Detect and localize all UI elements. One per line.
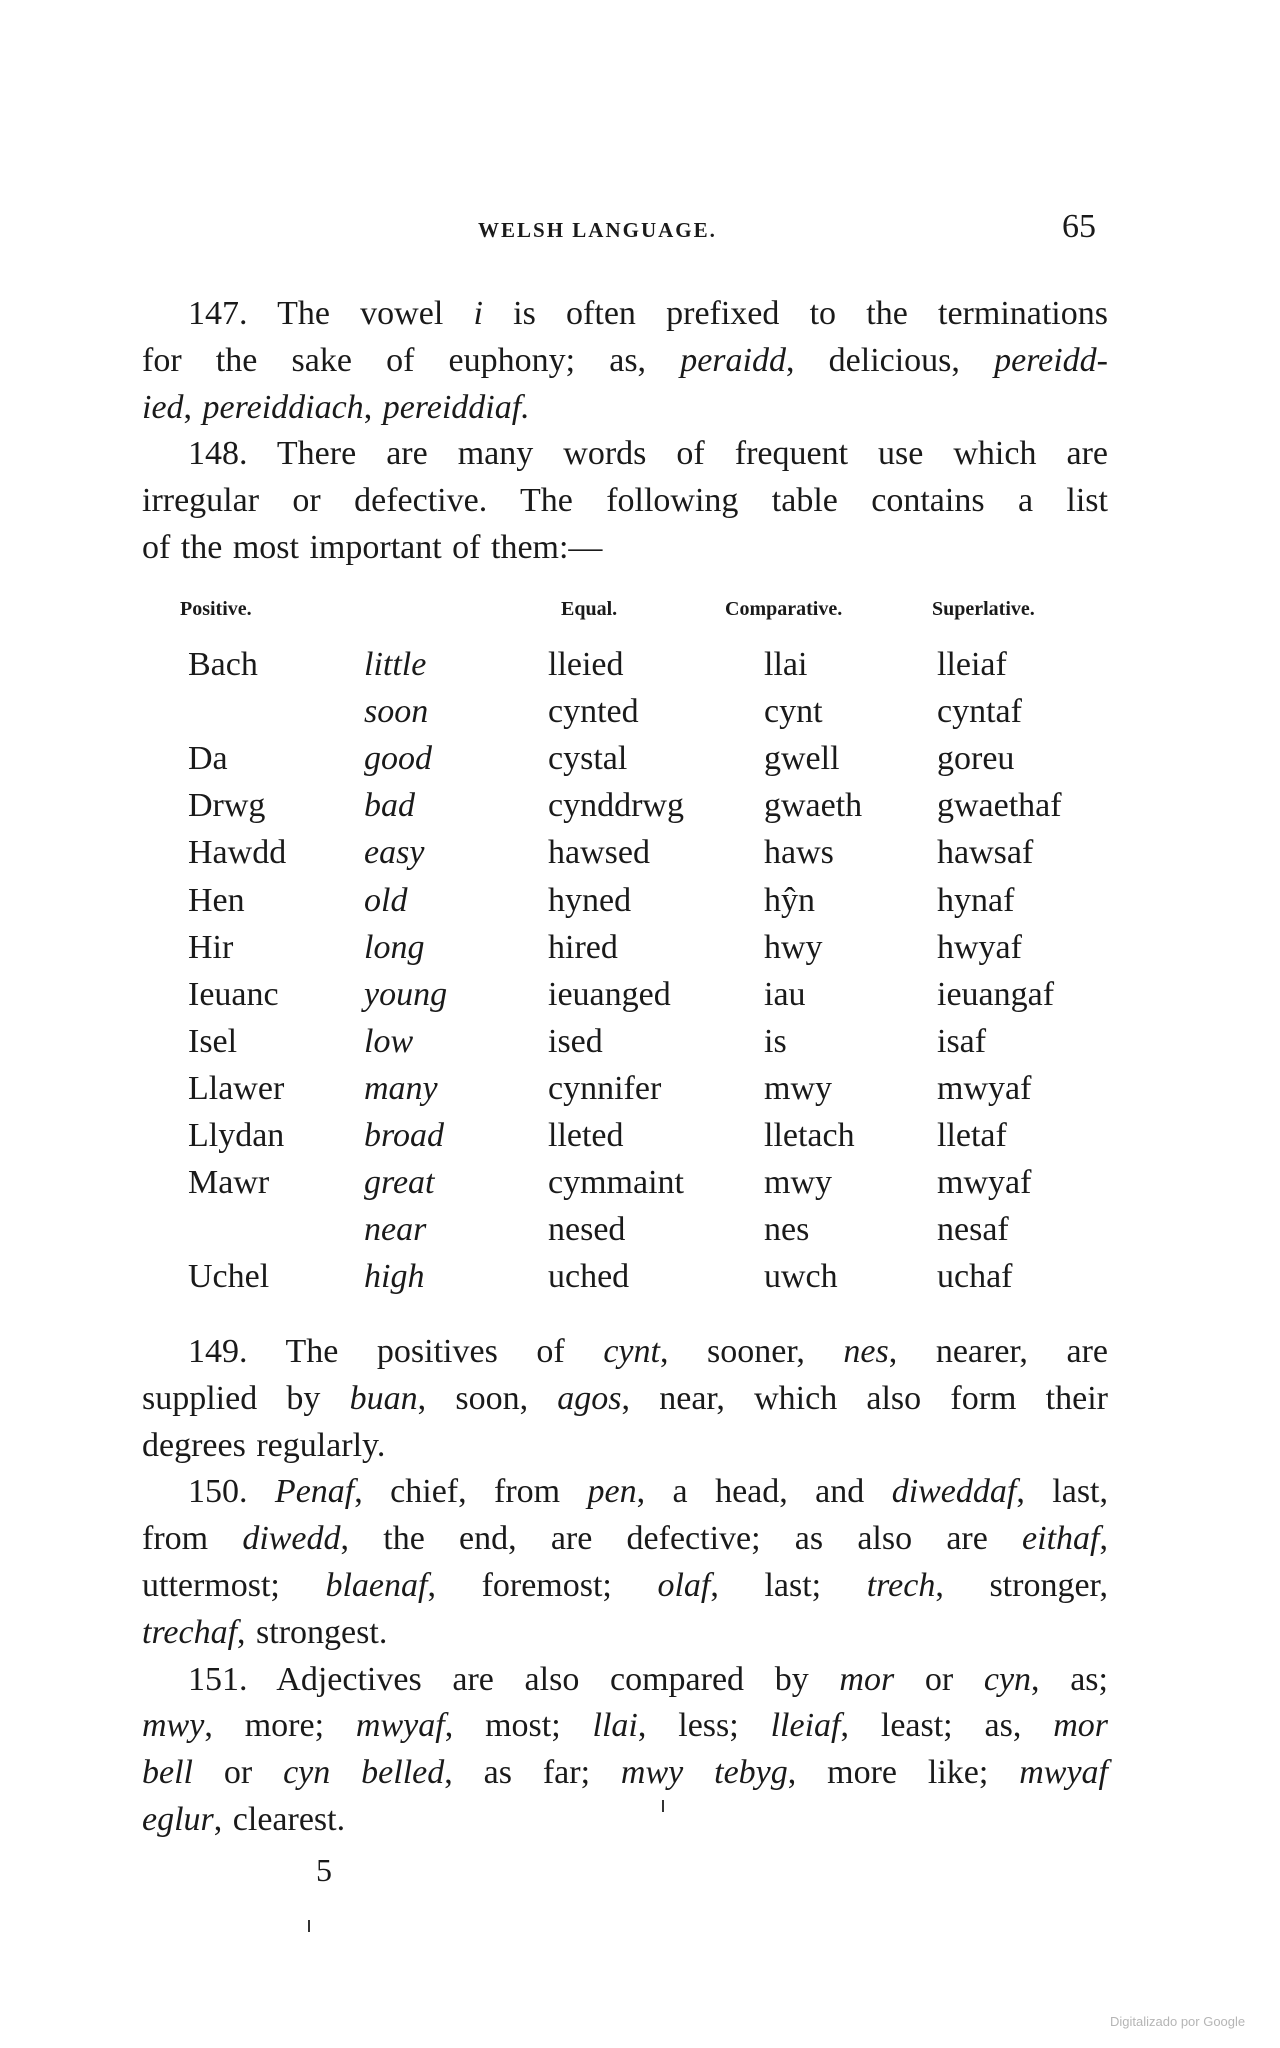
meaning-cell: young <box>364 975 448 1013</box>
text-run: , <box>363 388 383 426</box>
italic-term: i <box>473 295 483 332</box>
italic-term: mor <box>839 1660 895 1698</box>
paragraph-line <box>142 1424 1108 1468</box>
column-header: Superlative. <box>932 598 1035 620</box>
italic-term: trech <box>866 1567 936 1604</box>
positive-cell: Hen <box>188 881 245 919</box>
column-header: Positive. <box>180 598 252 620</box>
superlative-cell: cyntaf <box>937 693 1022 731</box>
italic-term: ied <box>142 388 184 426</box>
text-run: 148. There are many words of frequent use which are <box>188 435 1108 473</box>
italic-term: lleiaf <box>770 1707 841 1745</box>
ink-speck <box>308 1920 310 1932</box>
superlative-cell: hawsaf <box>937 834 1034 872</box>
comparative-cell: haws <box>764 834 834 872</box>
text-run: , a head, and <box>636 1473 892 1511</box>
equal-cell: nesed <box>548 1211 626 1249</box>
signature-mark: 5 <box>316 1852 332 1888</box>
text-run: , as; <box>1031 1660 1108 1698</box>
paragraph-line <box>142 1564 1108 1608</box>
positive-cell: Hir <box>188 928 234 966</box>
positive-cell: Uchel <box>188 1258 270 1296</box>
text-run: , <box>1099 1520 1108 1558</box>
text-run: , nearer, are <box>888 1333 1108 1370</box>
page-number: 65 <box>1062 208 1096 245</box>
text-run: , more; <box>204 1707 356 1745</box>
italic-term: llai <box>592 1707 638 1745</box>
comparative-cell: lletach <box>764 1117 855 1154</box>
text-run: , less; <box>637 1707 771 1745</box>
paragraph-line <box>142 1611 1108 1655</box>
italic-term: diweddaf <box>891 1473 1017 1511</box>
paragraph-line <box>142 1751 1108 1795</box>
italic-term: buan <box>349 1379 418 1417</box>
paragraph-line <box>188 1470 1108 1514</box>
comparative-cell: hwy <box>764 928 823 966</box>
superlative-cell: lleiaf <box>937 646 1007 683</box>
paragraph-line <box>142 1377 1108 1421</box>
superlative-cell: uchaf <box>937 1258 1013 1296</box>
meaning-cell: little <box>364 646 427 683</box>
meaning-cell: broad <box>364 1117 444 1154</box>
paragraph-line <box>142 479 1108 523</box>
italic-term: mwyaf <box>355 1707 445 1745</box>
comparative-cell: gwell <box>764 740 840 778</box>
italic-term: mwyaf <box>1019 1754 1108 1792</box>
italic-term: nes <box>843 1333 889 1370</box>
paragraph-line <box>142 386 1108 430</box>
text-run: or <box>894 1660 984 1698</box>
comparative-cell: mwy <box>764 1164 832 1202</box>
comparative-cell: cynt <box>764 693 823 731</box>
paragraph-line <box>142 1798 1108 1842</box>
paragraph-line <box>188 432 1108 476</box>
text-run: , more like; <box>787 1754 1020 1792</box>
equal-cell: ised <box>548 1022 603 1060</box>
text-run: from <box>142 1520 243 1558</box>
text-run: , as far; <box>444 1754 621 1792</box>
meaning-cell: easy <box>364 834 425 872</box>
paragraph-line <box>142 339 1108 383</box>
superlative-cell: ieuangaf <box>937 975 1055 1013</box>
equal-cell: hyned <box>548 881 632 919</box>
meaning-cell: many <box>364 1069 438 1107</box>
paragraph-line <box>188 1330 1108 1374</box>
italic-term: trechaf <box>142 1613 238 1651</box>
italic-term: pereidd- <box>994 341 1108 379</box>
text-run: 147. The vowel <box>188 295 474 332</box>
equal-cell: hawsed <box>548 834 650 872</box>
positive-cell: Da <box>188 740 228 778</box>
equal-cell: cymmaint <box>548 1164 684 1202</box>
comparative-cell: uwch <box>764 1258 838 1296</box>
text-run: , near, which also form their <box>621 1379 1108 1417</box>
italic-term: blaenaf <box>325 1567 428 1604</box>
italic-term: cynt <box>603 1333 660 1370</box>
comparative-cell: mwy <box>764 1069 832 1107</box>
italic-term: mwy tebyg <box>620 1754 788 1792</box>
column-header: Equal. <box>561 598 618 620</box>
positive-cell: Bach <box>188 646 258 683</box>
positive-cell: Isel <box>188 1022 238 1060</box>
comparative-cell: gwaeth <box>764 787 863 825</box>
equal-cell: lleied <box>548 646 624 683</box>
italic-term: cyn <box>983 1660 1032 1698</box>
meaning-cell: high <box>364 1258 425 1296</box>
superlative-cell: hwyaf <box>937 928 1022 966</box>
meaning-cell: soon <box>364 693 429 731</box>
text-run: 151. Adjectives are also compared by <box>188 1660 840 1698</box>
meaning-cell: near <box>364 1211 427 1249</box>
paragraph-line <box>142 1517 1108 1561</box>
text-run: , the end, are defective; as also are <box>340 1520 1023 1558</box>
positive-cell: Mawr <box>188 1164 270 1202</box>
text-run: of the most important of them:— <box>142 529 603 566</box>
positive-cell: Ieuanc <box>188 975 279 1013</box>
text-run: , <box>183 388 203 426</box>
comparative-cell: llai <box>764 646 808 683</box>
text-run: , stronger, <box>935 1567 1108 1604</box>
text-run: , most; <box>444 1707 593 1745</box>
superlative-cell: lletaf <box>937 1117 1007 1154</box>
text-run: 150. <box>188 1473 275 1511</box>
text-run: , last; <box>710 1567 867 1604</box>
comparative-cell: hŷn <box>764 881 815 919</box>
italic-term: olaf <box>657 1567 711 1604</box>
text-run: uttermost; <box>142 1567 326 1604</box>
equal-cell: cynddrwg <box>548 787 684 825</box>
italic-term: pen <box>587 1473 637 1511</box>
meaning-cell: bad <box>364 787 415 825</box>
italic-term: diwedd <box>242 1520 341 1558</box>
equal-cell: uched <box>548 1258 630 1296</box>
italic-term: pereiddiach <box>202 388 364 426</box>
positive-cell: Llydan <box>188 1117 285 1154</box>
superlative-cell: hynaf <box>937 881 1015 919</box>
text-run: 149. The positives of <box>188 1333 604 1370</box>
positive-cell: Drwg <box>188 787 266 825</box>
meaning-cell: old <box>364 881 408 919</box>
text-run: , soon, <box>417 1379 558 1417</box>
text-run: , chief, from <box>354 1473 588 1511</box>
superlative-cell: mwyaf <box>937 1069 1032 1107</box>
superlative-cell: goreu <box>937 740 1015 778</box>
italic-term: pereiddiaf. <box>382 388 530 426</box>
superlative-cell: isaf <box>937 1022 987 1060</box>
text-run: irregular or defective. The following table contains a list <box>142 482 1108 520</box>
italic-term: agos <box>557 1379 622 1417</box>
equal-cell: hired <box>548 928 618 966</box>
superlative-cell: mwyaf <box>937 1164 1032 1202</box>
text-run: , strongest. <box>237 1613 388 1651</box>
meaning-cell: great <box>364 1164 435 1202</box>
positive-cell: Llawer <box>188 1069 285 1107</box>
equal-cell: ieuanged <box>548 975 671 1013</box>
paragraph-line <box>188 292 1108 336</box>
italic-term: eithaf <box>1022 1520 1100 1558</box>
equal-cell: cynnifer <box>548 1069 662 1107</box>
superlative-cell: gwaethaf <box>937 787 1062 825</box>
italic-term: mor <box>1053 1707 1109 1745</box>
italic-term: peraidd <box>680 341 786 379</box>
meaning-cell: low <box>364 1022 414 1060</box>
ink-speck <box>662 1800 664 1812</box>
italic-term: eglur <box>142 1801 214 1838</box>
italic-term: bell <box>142 1754 193 1792</box>
equal-cell: cynted <box>548 693 639 731</box>
text-run: or <box>192 1754 284 1792</box>
text-run: , foremost; <box>427 1567 658 1604</box>
italic-term: mwy <box>142 1707 205 1745</box>
positive-cell: Hawdd <box>188 834 287 872</box>
text-run: degrees regularly. <box>142 1426 386 1464</box>
text-run: for the sake of euphony; as, <box>142 341 681 379</box>
comparative-cell: iau <box>764 975 806 1013</box>
meaning-cell: long <box>364 928 425 966</box>
paragraph-line <box>188 1658 1108 1702</box>
text-run: supplied by <box>142 1379 350 1417</box>
comparative-cell: nes <box>764 1211 810 1249</box>
text-run: , last, <box>1016 1473 1108 1511</box>
text-run: is often prefixed to the terminations <box>482 295 1108 332</box>
text-run: , sooner, <box>659 1333 844 1370</box>
equal-cell: cystal <box>548 740 628 778</box>
running-title: WELSH LANGUAGE. <box>478 218 717 242</box>
comparative-cell: is <box>764 1022 787 1060</box>
text-run: , delicious, <box>786 341 995 379</box>
meaning-cell: good <box>364 740 432 778</box>
superlative-cell: nesaf <box>937 1211 1009 1249</box>
text-run: , least; as, <box>840 1707 1054 1745</box>
paragraph-line <box>142 526 1108 570</box>
italic-term: cyn belled <box>283 1754 445 1792</box>
paragraph-line <box>142 1704 1108 1748</box>
text-run: , clearest. <box>213 1801 346 1838</box>
equal-cell: lleted <box>548 1117 624 1154</box>
italic-term: Penaf <box>274 1473 355 1511</box>
digitization-watermark: Digitalizado por Google <box>1110 2014 1246 2029</box>
column-header: Comparative. <box>725 598 843 620</box>
